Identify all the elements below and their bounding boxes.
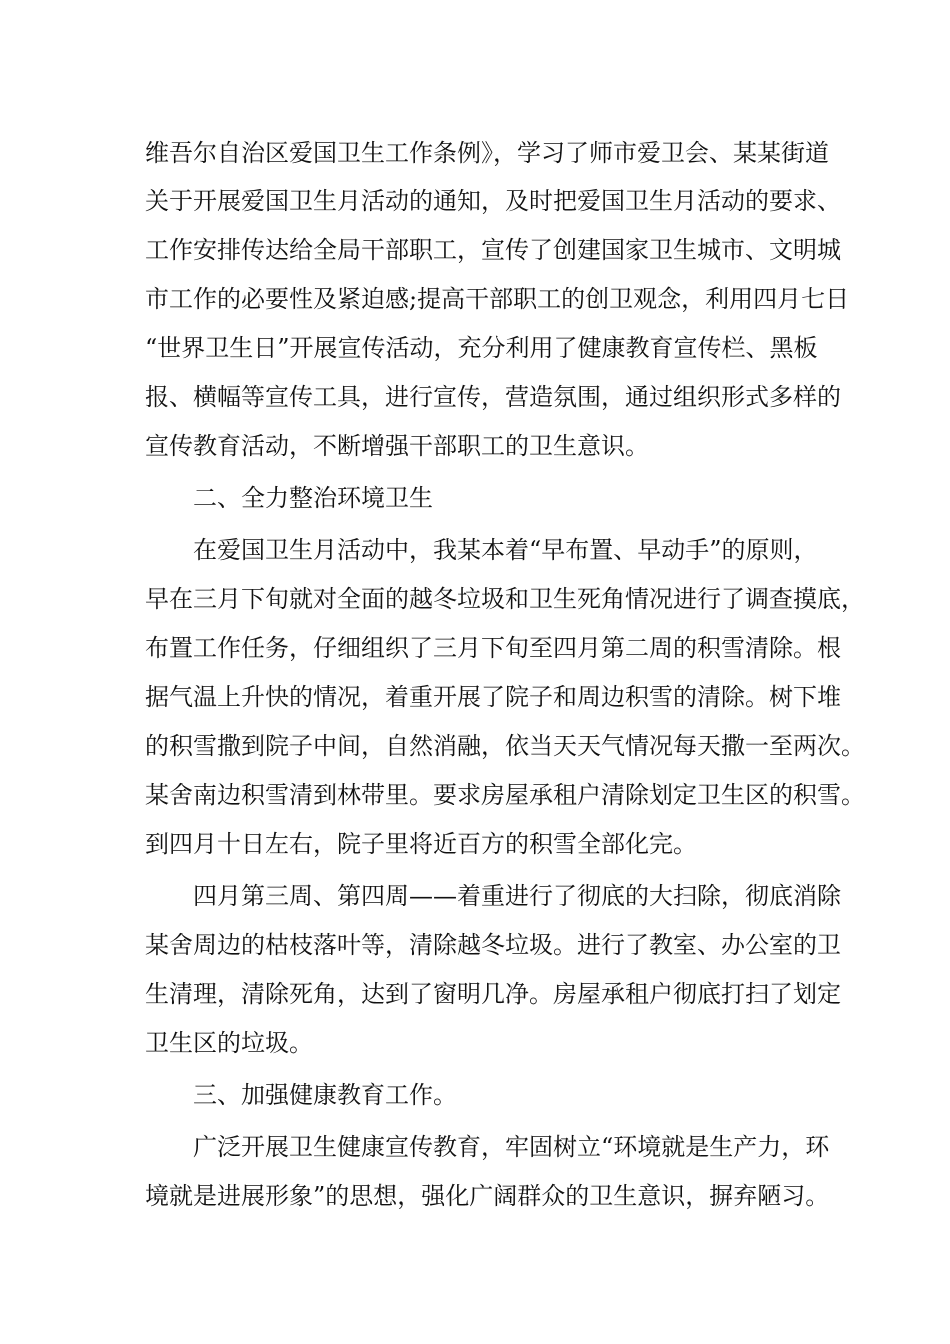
body-text-line: “世界卫生日”开展宣传活动，充分利用了健康教育宣传栏、黑板 — [145, 334, 818, 362]
body-text-line: 维吾尔自治区爱国卫生工作条例》，学习了师市爱卫会、某某街道 — [145, 139, 829, 167]
body-text-line: 广泛开展卫生健康宣传教育，牢固树立“环境就是生产力，环 — [193, 1133, 830, 1161]
body-text-line: 某舍周边的枯枝落叶等，清除越冬垃圾。进行了教室、办公室的卫 — [145, 931, 841, 959]
body-text-line: 某舍南边积雪清到林带里。要求房屋承租户清除划定卫生区的积雪。 — [145, 781, 865, 809]
body-text-line: 工作安排传达给全局干部职工，宣传了创建国家卫生城市、文明城 — [145, 236, 841, 264]
body-text-line: 早在三月下旬就对全面的越冬垃圾和卫生死角情况进行了调查摸底， — [145, 585, 865, 613]
body-text-line: 到四月十日左右，院子里将近百方的积雪全部化完。 — [145, 830, 697, 858]
section-heading: 二、全力整治环境卫生 — [193, 484, 433, 512]
section-heading: 三、加强健康教育工作。 — [193, 1081, 457, 1109]
body-text-line: 的积雪撒到院子中间，自然消融，依当天天气情况每天撒一至两次。 — [145, 732, 865, 760]
body-text-line: 报、横幅等宣传工具，进行宣传，营造氛围，通过组织形式多样的 — [145, 383, 841, 411]
body-text-line: 境就是进展形象”的思想，强化广阔群众的卫生意识，摒弃陋习。 — [145, 1182, 830, 1210]
body-text-line: 卫生区的垃圾。 — [145, 1029, 313, 1057]
body-text-line: 生清理，清除死角，达到了窗明几净。房屋承租户彻底打扫了划定 — [145, 980, 841, 1008]
body-text-line: 在爱国卫生月活动中，我某本着“早布置、早动手”的原则， — [193, 536, 818, 564]
body-text-line: 据气温上升快的情况，着重开展了院子和周边积雪的清除。树下堆 — [145, 683, 841, 711]
body-text-line: 市工作的必要性及紧迫感;提高干部职工的创卫观念，利用四月七日 — [145, 285, 850, 313]
body-text-line: 关于开展爱国卫生月活动的通知，及时把爱国卫生月活动的要求、 — [145, 187, 841, 215]
body-text-line: 布置工作任务，仔细组织了三月下旬至四月第二周的积雪清除。根 — [145, 634, 841, 662]
body-text-line: 宣传教育活动，不断增强干部职工的卫生意识。 — [145, 432, 649, 460]
body-text-line: 四月第三周、第四周——着重进行了彻底的大扫除，彻底消除 — [193, 882, 841, 910]
